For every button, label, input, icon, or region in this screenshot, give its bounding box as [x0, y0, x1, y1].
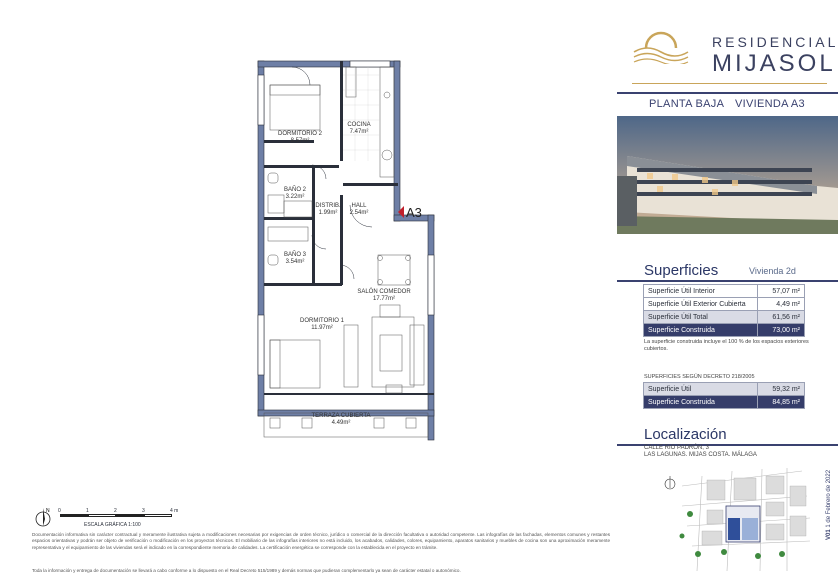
- table-cell: 84,85 m²: [758, 396, 805, 409]
- disclaimer-text: Documentación informativa sin carácter contractual y meramente ilustrativa sujeta a modificaciones necesarias por exigencias de orden técnico, jurídico o comercial de la dirección facultativa o autoridad competente. Las infografías de las fachadas, elementos comunes y restantes espacios orientativas y podrán ser objeto de verificación o modificación en los proyectos técnicos. El mobiliario de las infografías interiores no está incluido, los acabados, calidades, colores, equipamiento, aparatos sanitarios y muebles de cocina son una aproximación meramente representativa y el equipamiento de las viviendas será el indicado en la correspondiente memoria de calidades. La certificación energética se corresponde con la establecida en el proyecto en trámite.: [32, 532, 610, 550]
- table-cell: 73,00 m²: [758, 324, 805, 337]
- table-row: [644, 311, 805, 324]
- version-stamp: [826, 470, 832, 540]
- scale-label: ESCALA GRÁFICA 1:100: [84, 522, 141, 528]
- table-cell: Superficie Construida: [644, 324, 758, 337]
- version-date: 1 de Febrero de 2022: [826, 469, 832, 528]
- table-row: [644, 383, 805, 396]
- superficies-table: [643, 284, 805, 337]
- room-label: [272, 252, 318, 266]
- superficies-title: Superficies: [644, 262, 719, 279]
- room-label: [336, 122, 382, 136]
- decree-title: SUPERFICIES SEGÚN DECRETO 218/2005: [644, 374, 755, 380]
- legal-text: Toda la información y entrega de documentación se llevará a cabo conforme a lo dispuesto en el Real Decreto 515/1989 y demás normas que pudieran complementarlo ya sean de carácter estatal o autonómico.: [32, 568, 461, 573]
- room-area: 17.77m²: [372, 296, 395, 302]
- room-label: [268, 131, 332, 145]
- scale-tick: 3: [142, 508, 145, 514]
- scale-tick: 4 m: [170, 508, 179, 514]
- brand-logo-icon: [632, 28, 690, 69]
- brand-title: MIJASOL: [712, 50, 836, 77]
- scale-bar: [60, 514, 178, 519]
- table-cell: Superficie Construida: [644, 396, 758, 409]
- room-label: [310, 203, 346, 217]
- room-area: 11.97m²: [311, 325, 333, 331]
- scale-tick: 2: [114, 508, 117, 514]
- table-cell: Superficie Útil Exterior Cubierta: [644, 298, 758, 311]
- room-name: DORMITORIO 1: [300, 318, 344, 324]
- floor-plan-drawing: [240, 55, 450, 445]
- room-name: BAÑO 2: [283, 187, 306, 193]
- table-cell: Superficie Útil: [644, 383, 758, 396]
- address-line-2: LAS LAGUNAS. MIJAS COSTA. MÁLAGA: [644, 452, 757, 458]
- table-cell: 57,07 m²: [758, 285, 805, 298]
- room-name: COCINA: [347, 122, 371, 128]
- floor-plan: [240, 55, 450, 445]
- room-area: 3.54m²: [285, 259, 305, 265]
- room-area: 2.54m²: [349, 210, 369, 216]
- room-area: 3.22m²: [285, 194, 305, 200]
- superficies-note: La superficie construida incluye el 100 % de los espacios exteriores cubiertos.: [644, 339, 809, 352]
- table-row: [644, 298, 805, 311]
- brand-subtitle: RESIDENCIAL: [712, 34, 838, 50]
- room-label: [290, 318, 354, 332]
- room-name: SALÓN COMEDOR: [357, 289, 411, 295]
- room-name: HALL: [351, 203, 367, 209]
- table-cell: Superficie Útil Interior: [644, 285, 758, 298]
- table-row: [644, 285, 805, 298]
- building-rendering: [617, 116, 838, 234]
- decree-table: [643, 382, 805, 409]
- room-name: BAÑO 3: [283, 252, 306, 258]
- room-name: TERRAZA CUBIERTA: [311, 413, 371, 419]
- room-label: [270, 187, 320, 201]
- version-code: V01: [826, 529, 832, 540]
- room-label: [306, 413, 376, 427]
- room-label: [352, 289, 416, 303]
- unit-label: VIVIENDA A3: [735, 98, 805, 110]
- superficies-subtitle: Vivienda 2d: [749, 266, 796, 276]
- unit-tag: A3: [406, 205, 422, 220]
- localizacion-title: Localización: [644, 426, 727, 443]
- room-name: DISTRIB.: [315, 203, 341, 209]
- table-row: [644, 324, 805, 337]
- table-cell: 61,56 m²: [758, 311, 805, 324]
- room-label: [342, 203, 376, 217]
- floor-label: PLANTA BAJA: [649, 98, 725, 110]
- location-map: [662, 466, 812, 576]
- address-line-1: CALLE RIO PADRÓN, 3: [644, 445, 709, 451]
- north-compass-icon: [34, 506, 52, 533]
- table-cell: Superficie Útil Total: [644, 311, 758, 324]
- table-cell: 4,49 m²: [758, 298, 805, 311]
- scale-tick: 0: [58, 508, 61, 514]
- room-area: 7.47m²: [349, 129, 369, 135]
- room-area: 4.49m²: [331, 420, 351, 426]
- room-name: DORMITORIO 2: [278, 131, 322, 137]
- room-area: 8.57m²: [290, 138, 310, 144]
- scale-tick: 1: [86, 508, 89, 514]
- svg-text:N: N: [46, 508, 50, 514]
- divider: [632, 83, 827, 84]
- divider: [617, 280, 838, 282]
- room-area: 1.99m²: [318, 210, 338, 216]
- table-row: [644, 396, 805, 409]
- table-cell: 59,32 m²: [758, 383, 805, 396]
